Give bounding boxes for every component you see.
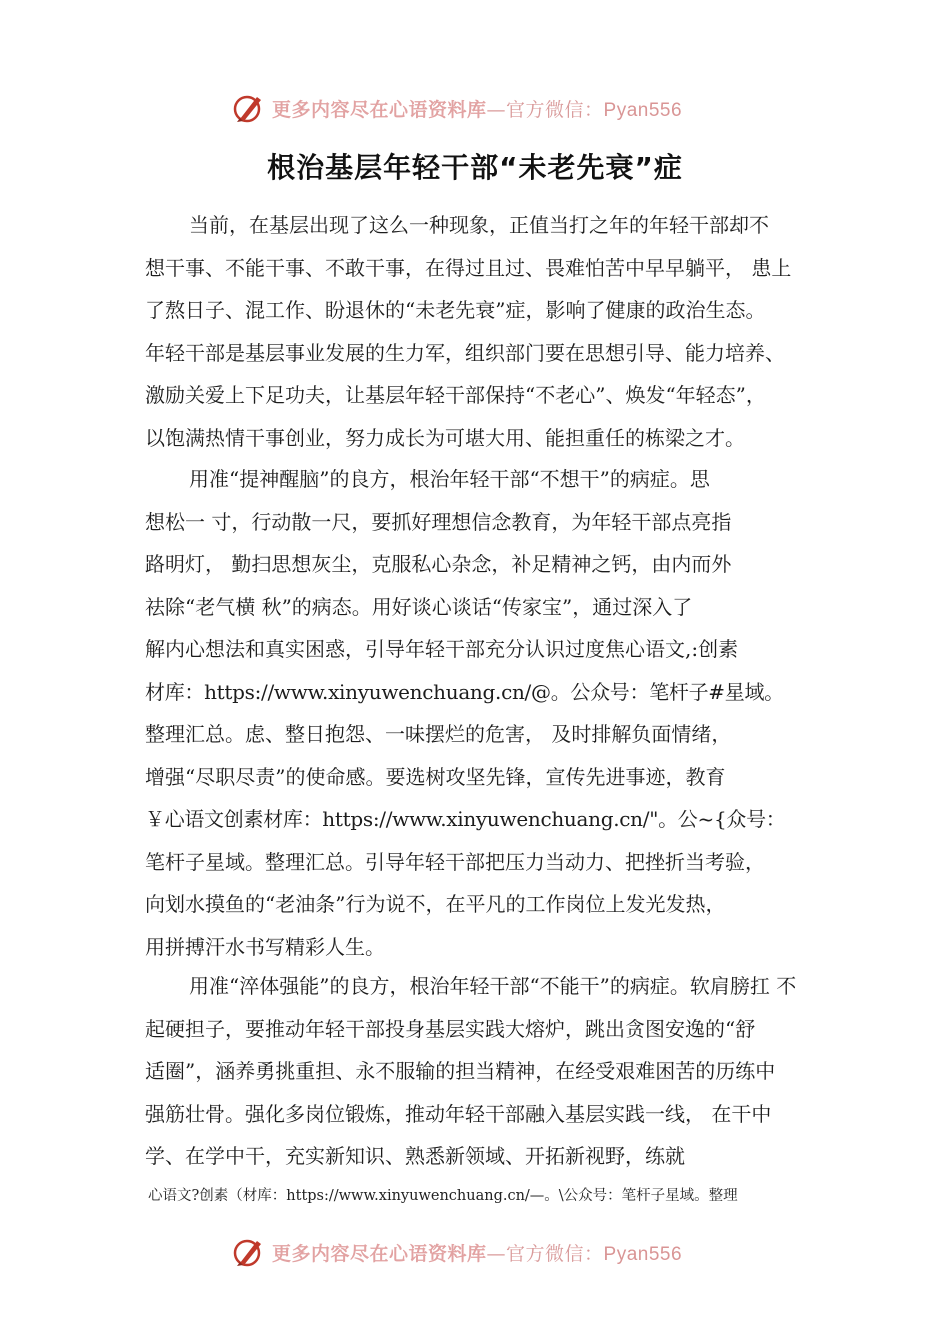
paragraph-line: 笔杆子星域。整理汇总。引导年轻干部把压力当动力、把挫折当考验， xyxy=(145,849,765,874)
paragraph-line: 年轻干部是基层事业发展的生力军，组织部门要在思想引导、能力培养、 xyxy=(145,340,785,365)
paragraph-line: 起硬担子，要推动年轻干部投身基层实践大熔炉，跳出贪图安逸的“舒 xyxy=(145,1016,756,1041)
banner-wechat-label: 官方微信： xyxy=(506,98,604,121)
paragraph-1 xyxy=(145,204,835,459)
banner-wechat-id: Pyan556 xyxy=(603,1243,683,1265)
banner-separator: — xyxy=(486,1242,507,1265)
paragraph-line: 用准“淬体强能”的良方，根治年轻干部“不能干”的病症。软肩膀扛 不 xyxy=(189,974,797,998)
header-watermark-banner xyxy=(232,88,752,128)
paragraph-line: 当前，在基层出现了这么一种现象，正值当打之年的年轻干部却不 xyxy=(189,213,769,237)
banner-wechat-label: 官方微信： xyxy=(506,1242,604,1265)
paragraph-line: 解内心想法和真实困惑，引导年轻干部充分认识过度焦心语文,:创素 xyxy=(145,637,739,661)
paragraph-line: 适圈”，涵养勇挑重担、永不服输的担当精神，在经受艰难困苦的历练中 xyxy=(145,1059,776,1083)
paragraph-line: 增强“尽职尽责”的使命感。要选树攻坚先锋，宣传先进事迹，教育 xyxy=(145,764,726,789)
document-title: 根治基层年轻干部“未老先衰”症 xyxy=(267,151,683,184)
paragraph-line: 向划水摸鱼的“老油条”行为说不，在平凡的工作岗位上发光发热， xyxy=(145,892,726,916)
paragraph-line: ￥心语文创素材库：https://www.xinyuwenchuang.cn/"。公~{众号： xyxy=(145,807,786,831)
banner-text xyxy=(272,1239,682,1266)
banner-main-text: 更多内容尽在心语资料库 xyxy=(272,1242,487,1265)
paragraph-line: 用拼搏汗水书写精彩人生。 xyxy=(145,934,385,959)
paragraph-line: 材库：https://www.xinyuwenchuang.cn/@。公众号：笔杆子#星域。 xyxy=(145,679,784,704)
paragraph-line: 以饱满热情干事创业，努力成长为可堪大用、能担重任的栋梁之才。 xyxy=(145,425,745,450)
paragraph-line: 强筋壮骨。强化多岗位锻炼，推动年轻干部融入基层实践一线， 在干中 xyxy=(145,1101,772,1126)
paragraph-line: 路明灯， 勤扫思想灰尘，克服私心杂念，补足精神之钙，由内而外 xyxy=(145,552,732,576)
paragraph-line: 激励关爱上下足功夫，让基层年轻干部保持“不老心”、焕发“年轻态”， xyxy=(145,383,766,407)
paragraph-line: 了熬日子、混工作、盼退休的“未老先衰”症，影响了健康的政治生态。 xyxy=(145,298,766,322)
paragraph-line: 想干事、不能干事、不敢干事，在得过且过、畏难怕苦中早早躺平， 患上 xyxy=(145,255,792,280)
pen-logo-icon xyxy=(232,91,266,125)
paragraph-line: 整理汇总。虑、整日抱怨、一味摆烂的危害， 及时排解负面情绪， xyxy=(145,722,732,746)
paragraph-line: 祛除“老气横 秋”的病态。用好谈心谈话“传家宝”，通过深入了 xyxy=(145,594,693,619)
footnote-line: 心语文?创素（材库：https://www.xinyuwenchuang.cn/—。\公众号：笔杆子星域。整理 xyxy=(148,1188,738,1204)
banner-wechat-id: Pyan556 xyxy=(603,99,683,121)
banner-main-text: 更多内容尽在心语资料库 xyxy=(272,98,487,121)
paragraph-3 xyxy=(145,965,835,1178)
paragraph-line: 学、在学中干，充实新知识、熟悉新领域、开拓新视野，练就 xyxy=(145,1144,685,1168)
paragraph-line: 用准“提神醒脑”的良方，根治年轻干部“不想干”的病症。思 xyxy=(189,467,710,491)
footer-watermark-banner xyxy=(232,1232,752,1272)
banner-text xyxy=(272,95,682,122)
pen-logo-icon xyxy=(232,1235,266,1269)
paragraph-line: 想松一 寸，行动散一尺，要抓好理想信念教育，为年轻干部点亮指 xyxy=(145,509,732,534)
paragraph-2 xyxy=(145,458,835,968)
banner-separator: — xyxy=(486,98,507,121)
